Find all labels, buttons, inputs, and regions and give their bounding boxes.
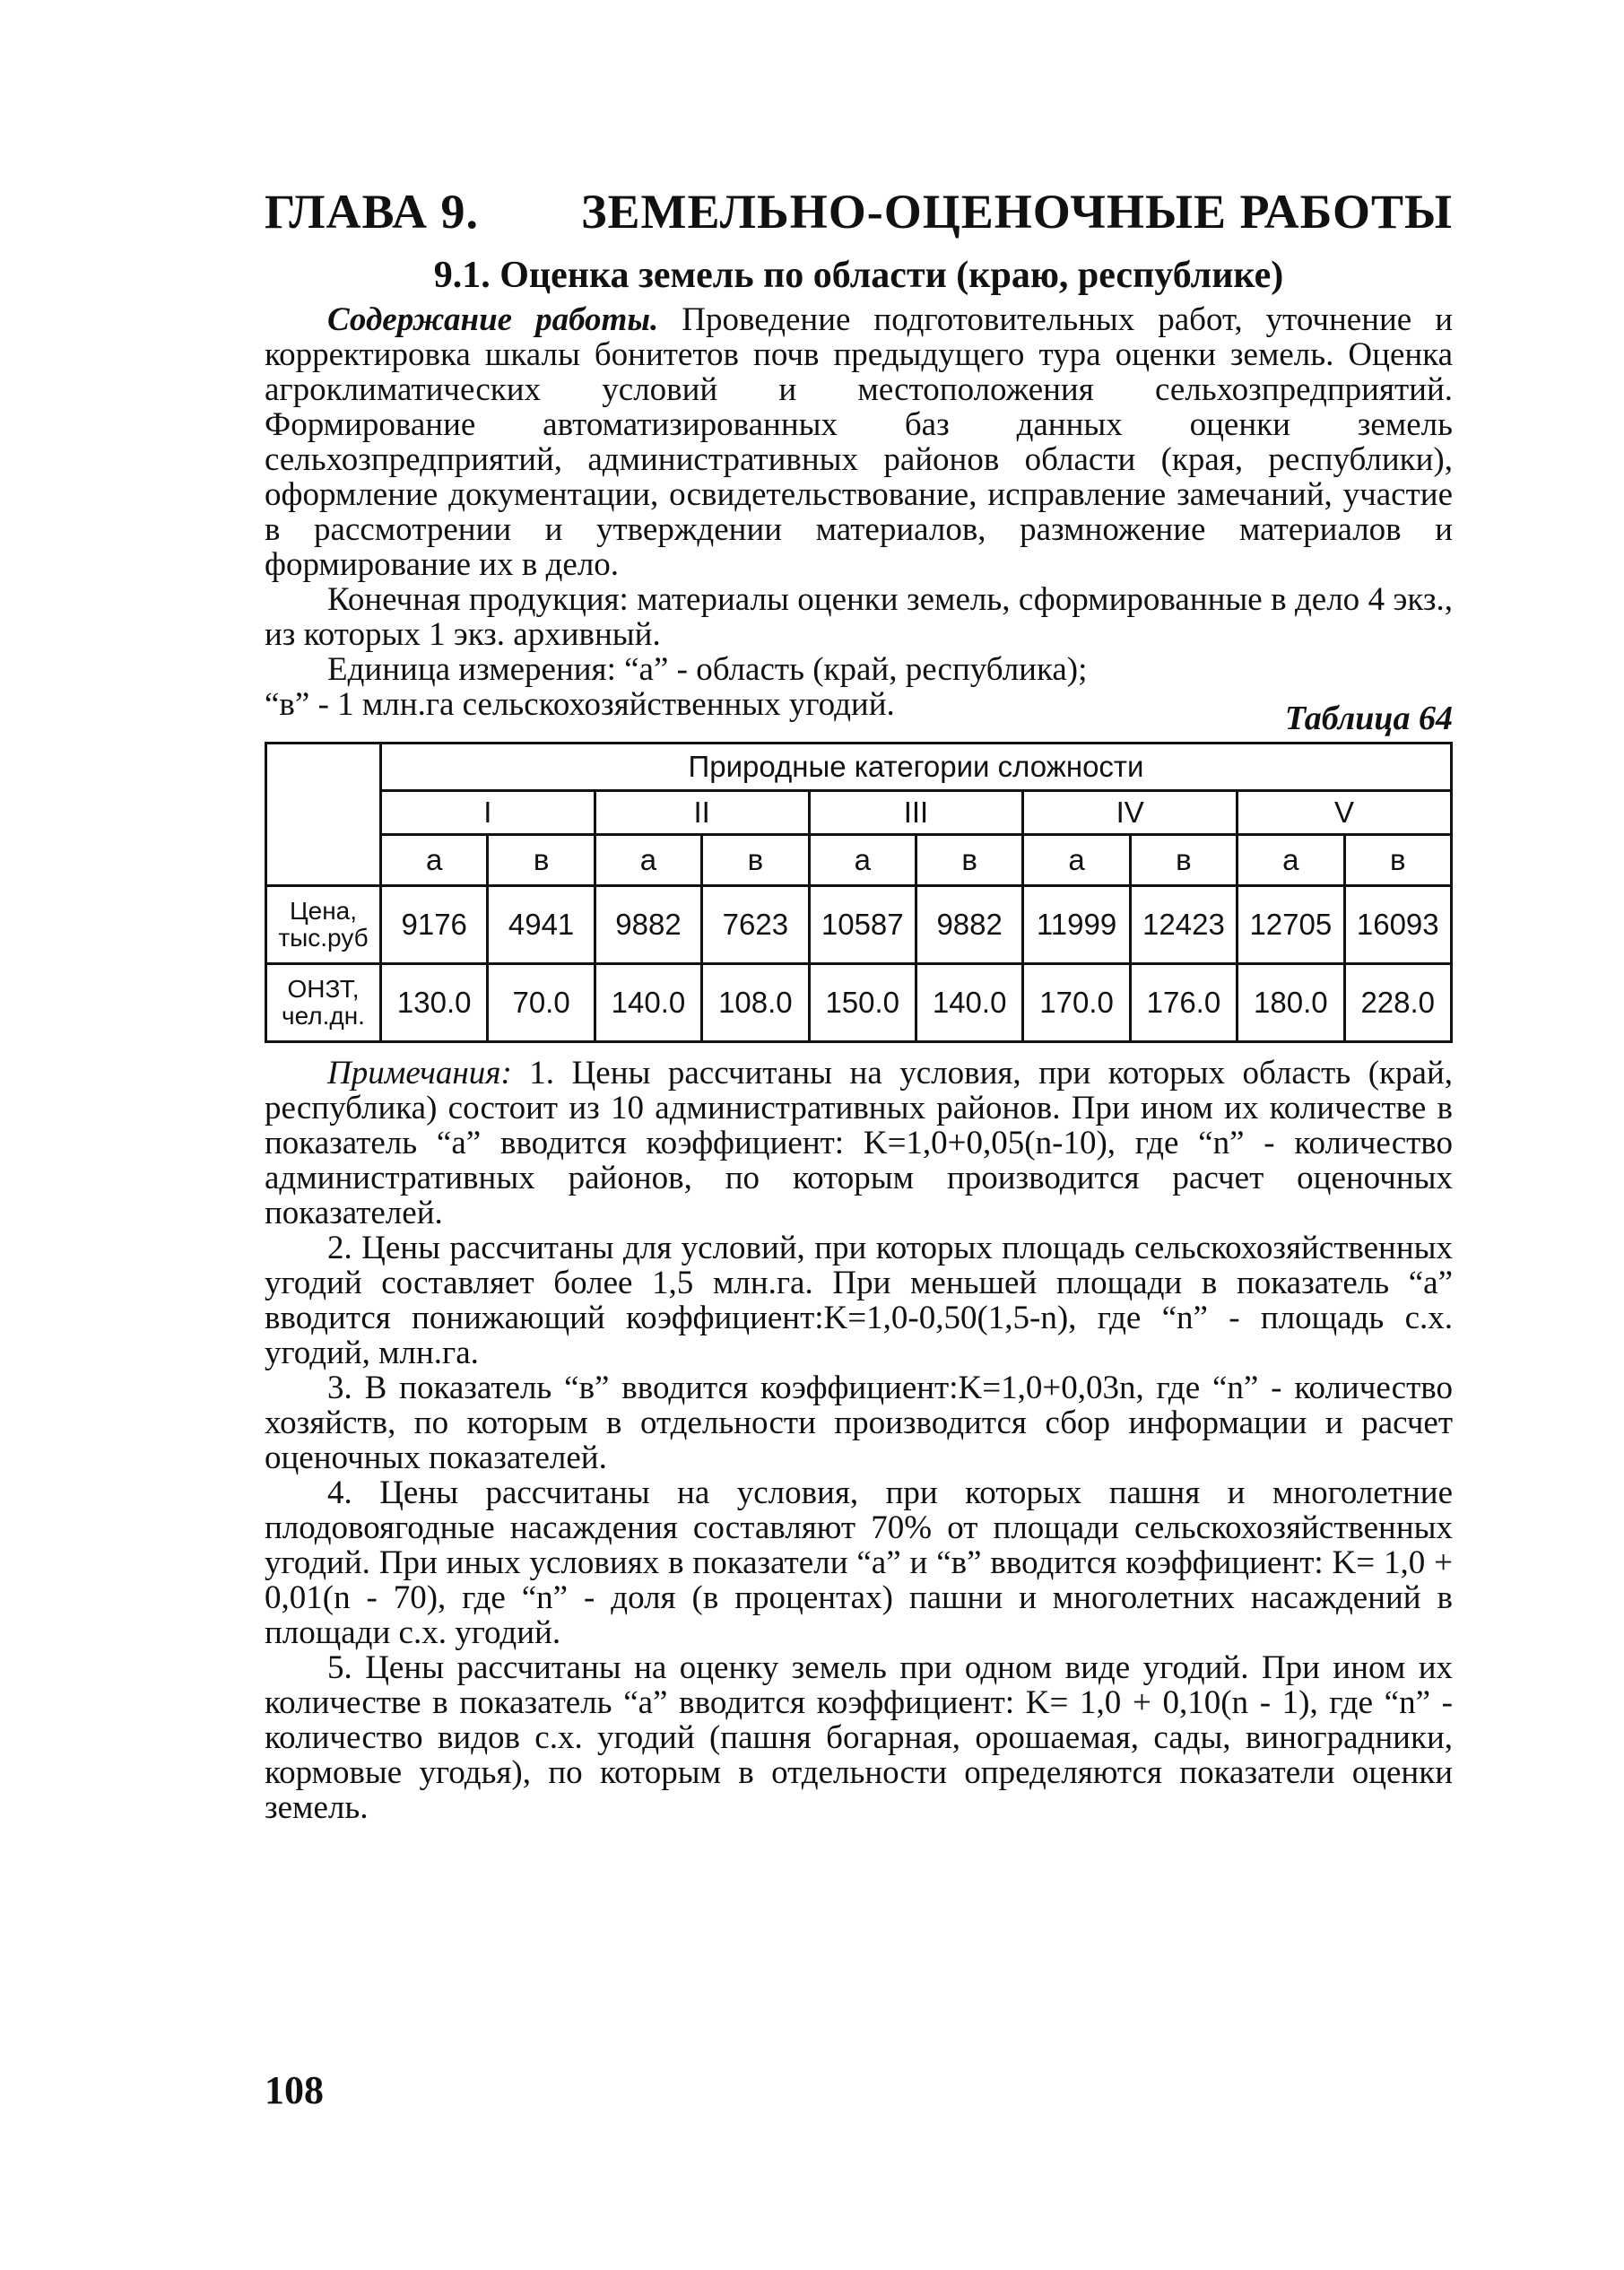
table-corner-cell — [266, 744, 381, 886]
group-header: Природные категории сложности — [381, 744, 1452, 791]
work-content-label: Содержание работы. — [327, 301, 659, 338]
table-cell: 130.0 — [381, 964, 488, 1042]
category-header: I — [381, 791, 595, 835]
table-row-labor — [266, 964, 1452, 1042]
subheader-cell: в — [488, 835, 595, 886]
category-header: II — [595, 791, 809, 835]
table-cell: 10587 — [809, 886, 916, 964]
subheader-cell: а — [1238, 835, 1344, 886]
page-body — [265, 184, 1453, 1825]
subheader-cell: в — [916, 835, 1022, 886]
table-cell: 180.0 — [1238, 964, 1344, 1042]
table-cell: 9176 — [381, 886, 488, 964]
unit-line-2: “в” - 1 млн.га сельскохозяйственных угодий. — [265, 686, 895, 723]
notes-label: Примечания: — [327, 1055, 512, 1092]
table-cell: 140.0 — [916, 964, 1022, 1042]
final-product-paragraph: Конечная продукция: материалы оценки земель, сформированные в дело 4 экз., из которых 1 экз. архивный. — [265, 581, 1453, 653]
subheader-cell: в — [1130, 835, 1237, 886]
subheader-cell: а — [595, 835, 701, 886]
subheader-cell: а — [1023, 835, 1130, 886]
chapter-title: ЗЕМЕЛЬНО-ОЦЕНОЧНЫЕ РАБОТЫ — [580, 185, 1453, 239]
table-cell: 4941 — [488, 886, 595, 964]
page-number: 108 — [265, 2068, 324, 2112]
category-header: V — [1238, 791, 1452, 835]
notes-section — [265, 1056, 1453, 1825]
subheader-cell: а — [809, 835, 916, 886]
table-cell: 70.0 — [488, 964, 595, 1042]
note-5: 5. Цены рассчитаны на оценку земель при одном виде угодий. При ином их количестве в показатель “а” вводится коэффициент: K= 1,0 + 0,10(n - 1), где “n” - количество видов с.х. угодий (пашня богарная, орошаемая, сады, виноградники, кормовые угодья), по которым в отдельности определяются показатели оценки земель. — [265, 1649, 1453, 1826]
table-caption: Таблица 64 — [1284, 700, 1453, 737]
category-header: III — [809, 791, 1023, 835]
table-cell: 7623 — [702, 886, 809, 964]
note-1-text: 1. Цены рассчитаны на условия, при которых область (край, республика) состоит из 10 административных районов. При ином их количестве в показатель “а” вводится коэффициент: K=1,0+0,05(n-10), где “n” - количество административных районов, по которым производится расчет оценочных показателей. — [265, 1055, 1453, 1231]
table-header-row-1 — [266, 744, 1452, 791]
note-1 — [265, 1056, 1453, 1231]
table-cell: 228.0 — [1344, 964, 1451, 1042]
table-cell: 170.0 — [1023, 964, 1130, 1042]
category-header: IV — [1023, 791, 1238, 835]
table-cell: 150.0 — [809, 964, 916, 1042]
price-table — [265, 742, 1453, 1043]
table-cell: 12705 — [1238, 886, 1344, 964]
table-cell: 9882 — [916, 886, 1022, 964]
row-label: Цена, тыс.руб — [266, 886, 381, 964]
table-cell: 11999 — [1023, 886, 1130, 964]
table-header-row-2 — [266, 791, 1452, 835]
note-2: 2. Цены рассчитаны для условий, при которых площадь сельскохозяйственных угодий составляет более 1,5 млн.га. При меньшей площади в показатель “а” вводится понижающий коэффициент:K=1,0-0,50(1,5-n), где “n” - площадь с.х. угодий, млн.га. — [265, 1230, 1453, 1371]
note-4: 4. Цены рассчитаны на условия, при которых пашня и многолетние плодовоягодные насаждения составляют 70% от площади сельскохозяйственных угодий. При иных условиях в показатели “а” и “в” вводится коэффициент: K= 1,0 + 0,01(n - 70), где “n” - доля (в процентах) пашни и многолетних насаждений в площади с.х. угодий. — [265, 1474, 1453, 1651]
row-label: ОНЗТ, чел.дн. — [266, 964, 381, 1042]
subheader-cell: в — [702, 835, 809, 886]
table-cell: 12423 — [1130, 886, 1237, 964]
table-cell: 108.0 — [702, 964, 809, 1042]
work-content-paragraph — [265, 302, 1453, 582]
chapter-number: ГЛАВА 9. — [265, 185, 480, 239]
table-header-row-3 — [266, 835, 1452, 886]
section-title: 9.1. Оценка земель по области (краю, республике) — [433, 255, 1284, 296]
subheader-cell: в — [1344, 835, 1451, 886]
unit-line-1: Единица измерения: “а” - область (край, республика); — [327, 651, 1088, 688]
chapter-heading — [265, 184, 1453, 239]
table-cell: 176.0 — [1130, 964, 1237, 1042]
note-3: 3. В показатель “в” вводится коэффициент:K=1,0+0,03n, где “n” - количество хозяйств, по которым в отдельности производится сбор информации и расчет оценочных показателей. — [265, 1370, 1453, 1476]
table-cell: 140.0 — [595, 964, 701, 1042]
table-row-price — [266, 886, 1452, 964]
work-content-text: Проведение подготовительных работ, уточнение и корректировка шкалы бонитетов почв предыдущего тура оценки земель. Оценка агроклиматических условий и местоположения сельхозпредприятий. Формирование автоматизированных баз данных оценки земель сельхозпредприятий, административных районов области (края, республики), оформление документации, освидетельствование, исправление замечаний, участие в рассмотрении и утверждении материалов, размножение материалов и формирование их в дело. — [265, 301, 1453, 583]
table-cell: 16093 — [1344, 886, 1451, 964]
table-cell: 9882 — [595, 886, 701, 964]
subheader-cell: а — [381, 835, 488, 886]
